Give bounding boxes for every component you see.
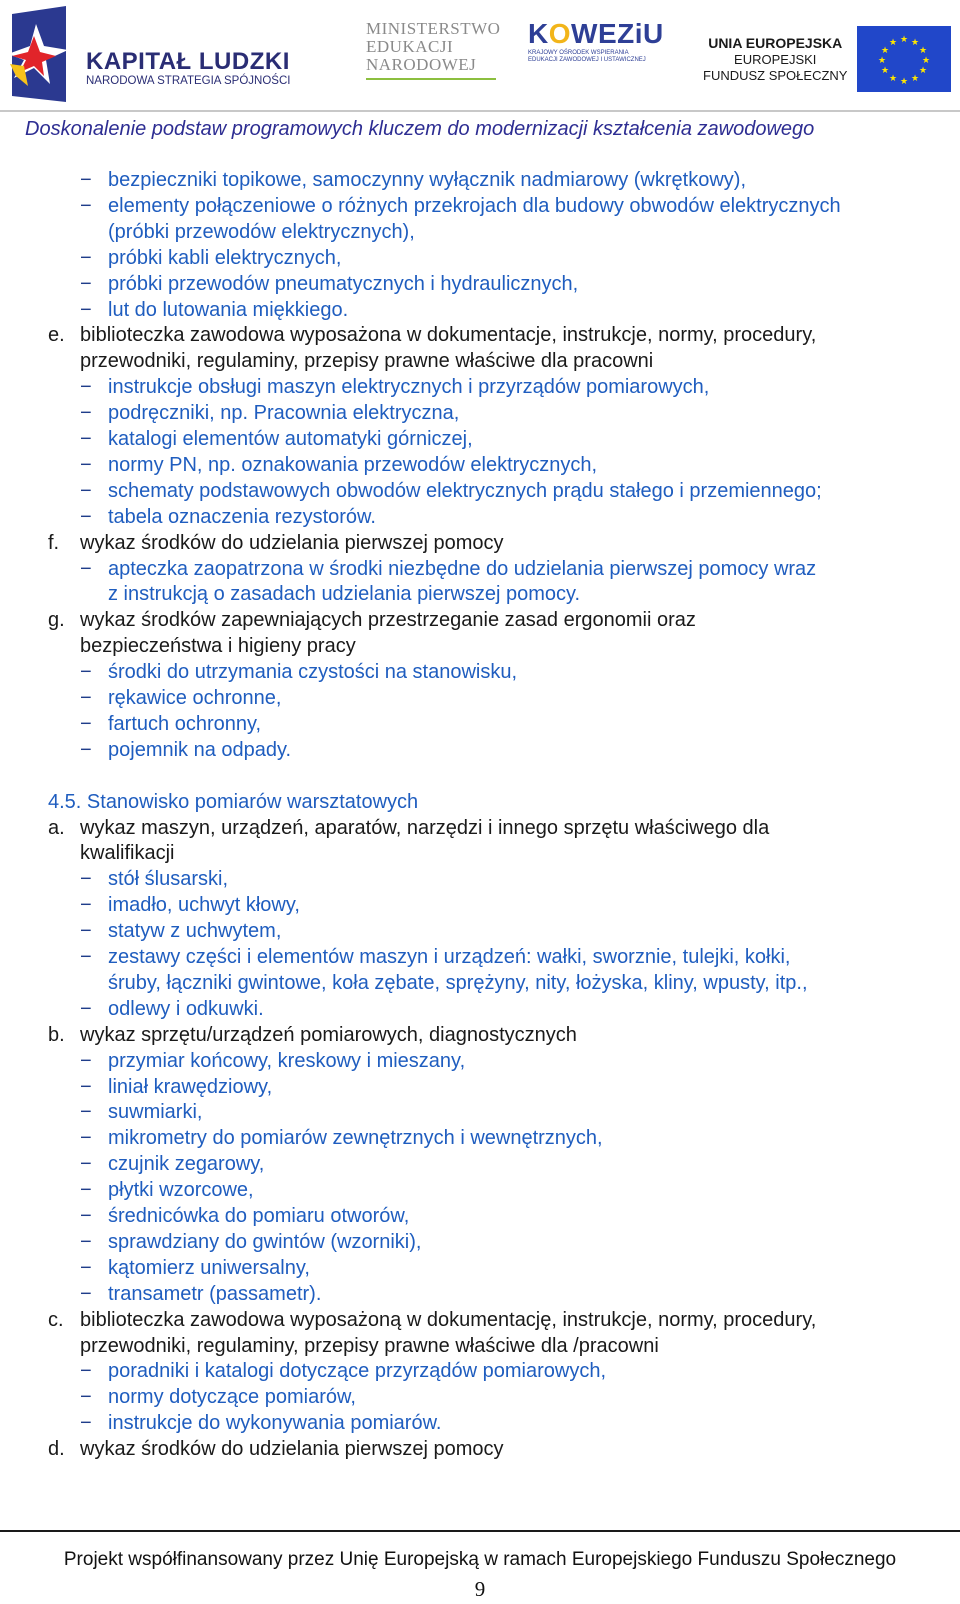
bullet-dash: − bbox=[80, 1412, 92, 1434]
bullet-item-text: statyw z uchwytem, bbox=[108, 920, 282, 942]
bullet-dash: − bbox=[80, 1231, 92, 1253]
list-marker: a. bbox=[48, 817, 65, 839]
bullet-dash: − bbox=[80, 1050, 92, 1072]
section-heading: 4.5. Stanowisko pomiarów warsztatowych bbox=[48, 791, 419, 813]
koweziu-logo bbox=[528, 18, 664, 64]
list-item-text: biblioteczka zawodowa wyposażoną w dokumentację, instrukcje, normy, procedury, bbox=[80, 1309, 817, 1331]
bullet-item-text: normy PN, np. oznakowania przewodów elektrycznych, bbox=[108, 454, 598, 476]
list-marker: d. bbox=[48, 1438, 65, 1460]
ministerstwo-logo bbox=[366, 20, 500, 80]
bullet-dash: − bbox=[80, 169, 92, 191]
koweziu-sub-1: KRAJOWY OŚRODEK WSPIERANIA bbox=[528, 50, 629, 56]
header-divider bbox=[0, 110, 960, 112]
ministerstwo-line-1: MINISTERSTWO bbox=[366, 19, 501, 38]
bullet-dash: − bbox=[80, 376, 92, 398]
bullet-dash: − bbox=[80, 1101, 92, 1123]
bullet-item-text: lut do lutowania miękkiego. bbox=[108, 299, 349, 321]
list-marker: f. bbox=[48, 532, 60, 554]
list-item-continuation: przewodniki, regulaminy, przepisy prawne właściwe dla /pracowni bbox=[80, 1335, 659, 1357]
bullet-item-text: liniał krawędziowy, bbox=[108, 1076, 273, 1098]
bullet-item-text: sprawdziany do gwintów (wzorniki), bbox=[108, 1231, 422, 1253]
svg-text:★: ★ bbox=[878, 56, 887, 66]
bullet-dash: − bbox=[80, 661, 92, 683]
ue-line-2: EUROPEJSKI bbox=[734, 51, 817, 67]
list-item-continuation: kwalifikacji bbox=[80, 842, 175, 864]
bullet-item-text: próbki przewodów pneumatycznych i hydraulicznych, bbox=[108, 273, 579, 295]
svg-text:★: ★ bbox=[911, 38, 920, 48]
svg-text:★: ★ bbox=[881, 66, 890, 76]
bullet-dash: − bbox=[80, 1127, 92, 1149]
list-marker: g. bbox=[48, 609, 65, 631]
bullet-dash: − bbox=[80, 1257, 92, 1279]
list-item-text: biblioteczka zawodowa wyposażona w dokumentacje, instrukcje, normy, procedury, bbox=[80, 324, 817, 346]
bullet-dash: − bbox=[80, 273, 92, 295]
svg-text:★: ★ bbox=[900, 77, 909, 87]
bullet-item-text: pojemnik na odpady. bbox=[108, 739, 292, 761]
list-item-text: wykaz sprzętu/urządzeń pomiarowych, diagnostycznych bbox=[80, 1024, 577, 1046]
bullet-dash: − bbox=[80, 1360, 92, 1382]
bullet-item-text: przymiar końcowy, kreskowy i mieszany, bbox=[108, 1050, 466, 1072]
bullet-dash: − bbox=[80, 868, 92, 890]
svg-text:★: ★ bbox=[919, 66, 928, 76]
bullet-item-text: imadło, uchwyt kłowy, bbox=[108, 894, 300, 916]
bullet-item-text: zestawy części i elementów maszyn i urządzeń: wałki, sworznie, tulejki, kołki, bbox=[108, 946, 791, 968]
svg-text:★: ★ bbox=[919, 46, 928, 56]
list-item-text: wykaz środków do udzielania pierwszej pomocy bbox=[80, 1438, 504, 1460]
bullet-dash: − bbox=[80, 247, 92, 269]
svg-text:★: ★ bbox=[889, 74, 898, 84]
bullet-dash: − bbox=[80, 1386, 92, 1408]
bullet-dash: − bbox=[80, 1205, 92, 1227]
bullet-item-text: odlewy i odkuwki. bbox=[108, 998, 264, 1020]
bullet-item-continuation: z instrukcją o zasadach udzielania pierwszej pomocy. bbox=[108, 583, 581, 605]
bullet-dash: − bbox=[80, 299, 92, 321]
bullet-item-text: próbki kabli elektrycznych, bbox=[108, 247, 342, 269]
bullet-item-text: rękawice ochronne, bbox=[108, 687, 282, 709]
bullet-dash: − bbox=[80, 506, 92, 528]
bullet-item-text: transametr (passametr). bbox=[108, 1283, 322, 1305]
unia-europejska-logo bbox=[703, 26, 951, 92]
eu-flag-icon bbox=[857, 26, 951, 92]
bullet-item-text: stół ślusarski, bbox=[108, 868, 229, 890]
bullet-item-text: średnicówka do pomiaru otworów, bbox=[108, 1205, 410, 1227]
bullet-item-text: kątomierz uniwersalny, bbox=[108, 1257, 310, 1279]
bullet-dash: − bbox=[80, 1179, 92, 1201]
ministerstwo-rule bbox=[366, 78, 496, 80]
kapital-ludzki-title: KAPITAŁ LUDZKI bbox=[86, 47, 290, 75]
bullet-item-text: katalogi elementów automatyki górniczej, bbox=[108, 428, 473, 450]
bullet-item-text: czujnik zegarowy, bbox=[108, 1153, 265, 1175]
bullet-dash: − bbox=[80, 687, 92, 709]
ministerstwo-line-2: EDUKACJI bbox=[366, 37, 454, 56]
bullet-dash: − bbox=[80, 946, 92, 968]
bullet-dash: − bbox=[80, 402, 92, 424]
footer-text: Projekt współfinansowany przez Unię Europejską w ramach Europejskiego Funduszu Społecznego bbox=[63, 1549, 897, 1570]
bullet-item-text: środki do utrzymania czystości na stanowisku, bbox=[108, 661, 518, 683]
svg-text:★: ★ bbox=[889, 38, 898, 48]
bullet-item-continuation: śruby, łączniki gwintowe, koła zębate, sprężyny, nity, łożyska, kliny, wpusty, itp., bbox=[108, 972, 808, 994]
bullet-dash: − bbox=[80, 1076, 92, 1098]
running-head: Doskonalenie podstaw programowych kluczem do modernizacji kształcenia zawodowego bbox=[25, 118, 815, 140]
bullet-dash: − bbox=[80, 920, 92, 942]
bullet-dash: − bbox=[80, 454, 92, 476]
footer-divider bbox=[0, 1530, 960, 1532]
bullet-dash: − bbox=[80, 558, 92, 580]
list-item-text: wykaz środków zapewniających przestrzeganie zasad ergonomii oraz bbox=[80, 609, 696, 631]
svg-text:★: ★ bbox=[900, 35, 909, 45]
ue-line-1: UNIA EUROPEJSKA bbox=[708, 34, 843, 51]
bullet-item-text: suwmiarki, bbox=[108, 1101, 203, 1123]
bullet-dash: − bbox=[80, 1153, 92, 1175]
bullet-item-text: podręczniki, np. Pracownia elektryczna, bbox=[108, 402, 460, 424]
svg-text:★: ★ bbox=[881, 46, 890, 56]
kapital-ludzki-logo bbox=[6, 6, 290, 102]
list-item-text: wykaz środków do udzielania pierwszej pomocy bbox=[80, 532, 504, 554]
bullet-item-text: elementy połączeniowe o różnych przekrojach dla budowy obwodów elektrycznych bbox=[108, 195, 841, 217]
bullet-item-text: poradniki i katalogi dotyczące przyrządów pomiarowych, bbox=[108, 1360, 607, 1382]
bullet-item-text: płytki wzorcowe, bbox=[108, 1179, 254, 1201]
svg-text:★: ★ bbox=[922, 56, 931, 66]
list-marker: b. bbox=[48, 1024, 65, 1046]
list-item-text: wykaz maszyn, urządzeń, aparatów, narzędzi i innego sprzętu właściwego dla bbox=[80, 817, 770, 839]
list-marker: e. bbox=[48, 324, 65, 346]
bullet-item-continuation: (próbki przewodów elektrycznych), bbox=[108, 221, 415, 243]
logo-bar bbox=[0, 0, 960, 108]
bullet-item-text: instrukcje do wykonywania pomiarów. bbox=[108, 1412, 442, 1434]
bullet-dash: − bbox=[80, 894, 92, 916]
ue-line-3: FUNDUSZ SPOŁECZNY bbox=[703, 67, 848, 83]
bullet-dash: − bbox=[80, 1283, 92, 1305]
koweziu-sub-2: EDUKACJI ZAWODOWEJ I USTAWICZNEJ bbox=[528, 57, 646, 63]
list-item-continuation: bezpieczeństwa i higieny pracy bbox=[80, 635, 356, 657]
kapital-ludzki-subtitle: NARODOWA STRATEGIA SPÓJNOŚCI bbox=[86, 74, 291, 87]
bullet-dash: − bbox=[80, 713, 92, 735]
ministerstwo-line-3: NARODOWEJ bbox=[366, 55, 477, 74]
svg-text:★: ★ bbox=[911, 74, 920, 84]
bullet-item-text: schematy podstawowych obwodów elektrycznych prądu stałego i przemiennego; bbox=[108, 480, 822, 502]
bullet-item-text: fartuch ochronny, bbox=[108, 713, 262, 735]
bullet-item-text: mikrometry do pomiarów zewnętrznych i wewnętrznych, bbox=[108, 1127, 603, 1149]
list-marker: c. bbox=[48, 1309, 64, 1331]
bullet-item-text: normy dotyczące pomiarów, bbox=[108, 1386, 356, 1408]
koweziu-title: KOWEZiU bbox=[528, 18, 664, 49]
bullet-item-text: bezpieczniki topikowe, samoczynny wyłącznik nadmiarowy (wkrętkowy), bbox=[108, 169, 746, 191]
bullet-dash: − bbox=[80, 480, 92, 502]
kapital-ludzki-emblem-icon bbox=[6, 6, 74, 102]
list-item-continuation: przewodniki, regulaminy, przepisy prawne właściwe dla pracowni bbox=[80, 350, 654, 372]
bullet-dash: − bbox=[80, 195, 92, 217]
bullet-item-text: tabela oznaczenia rezystorów. bbox=[108, 506, 376, 528]
bullet-dash: − bbox=[80, 428, 92, 450]
bullet-dash: − bbox=[80, 998, 92, 1020]
bullet-item-text: apteczka zaopatrzona w środki niezbędne do udzielania pierwszej pomocy wraz bbox=[108, 558, 817, 580]
page-number: 9 bbox=[474, 1577, 486, 1601]
bullet-item-text: instrukcje obsługi maszyn elektrycznych i przyrządów pomiarowych, bbox=[108, 376, 710, 398]
bullet-dash: − bbox=[80, 739, 92, 761]
